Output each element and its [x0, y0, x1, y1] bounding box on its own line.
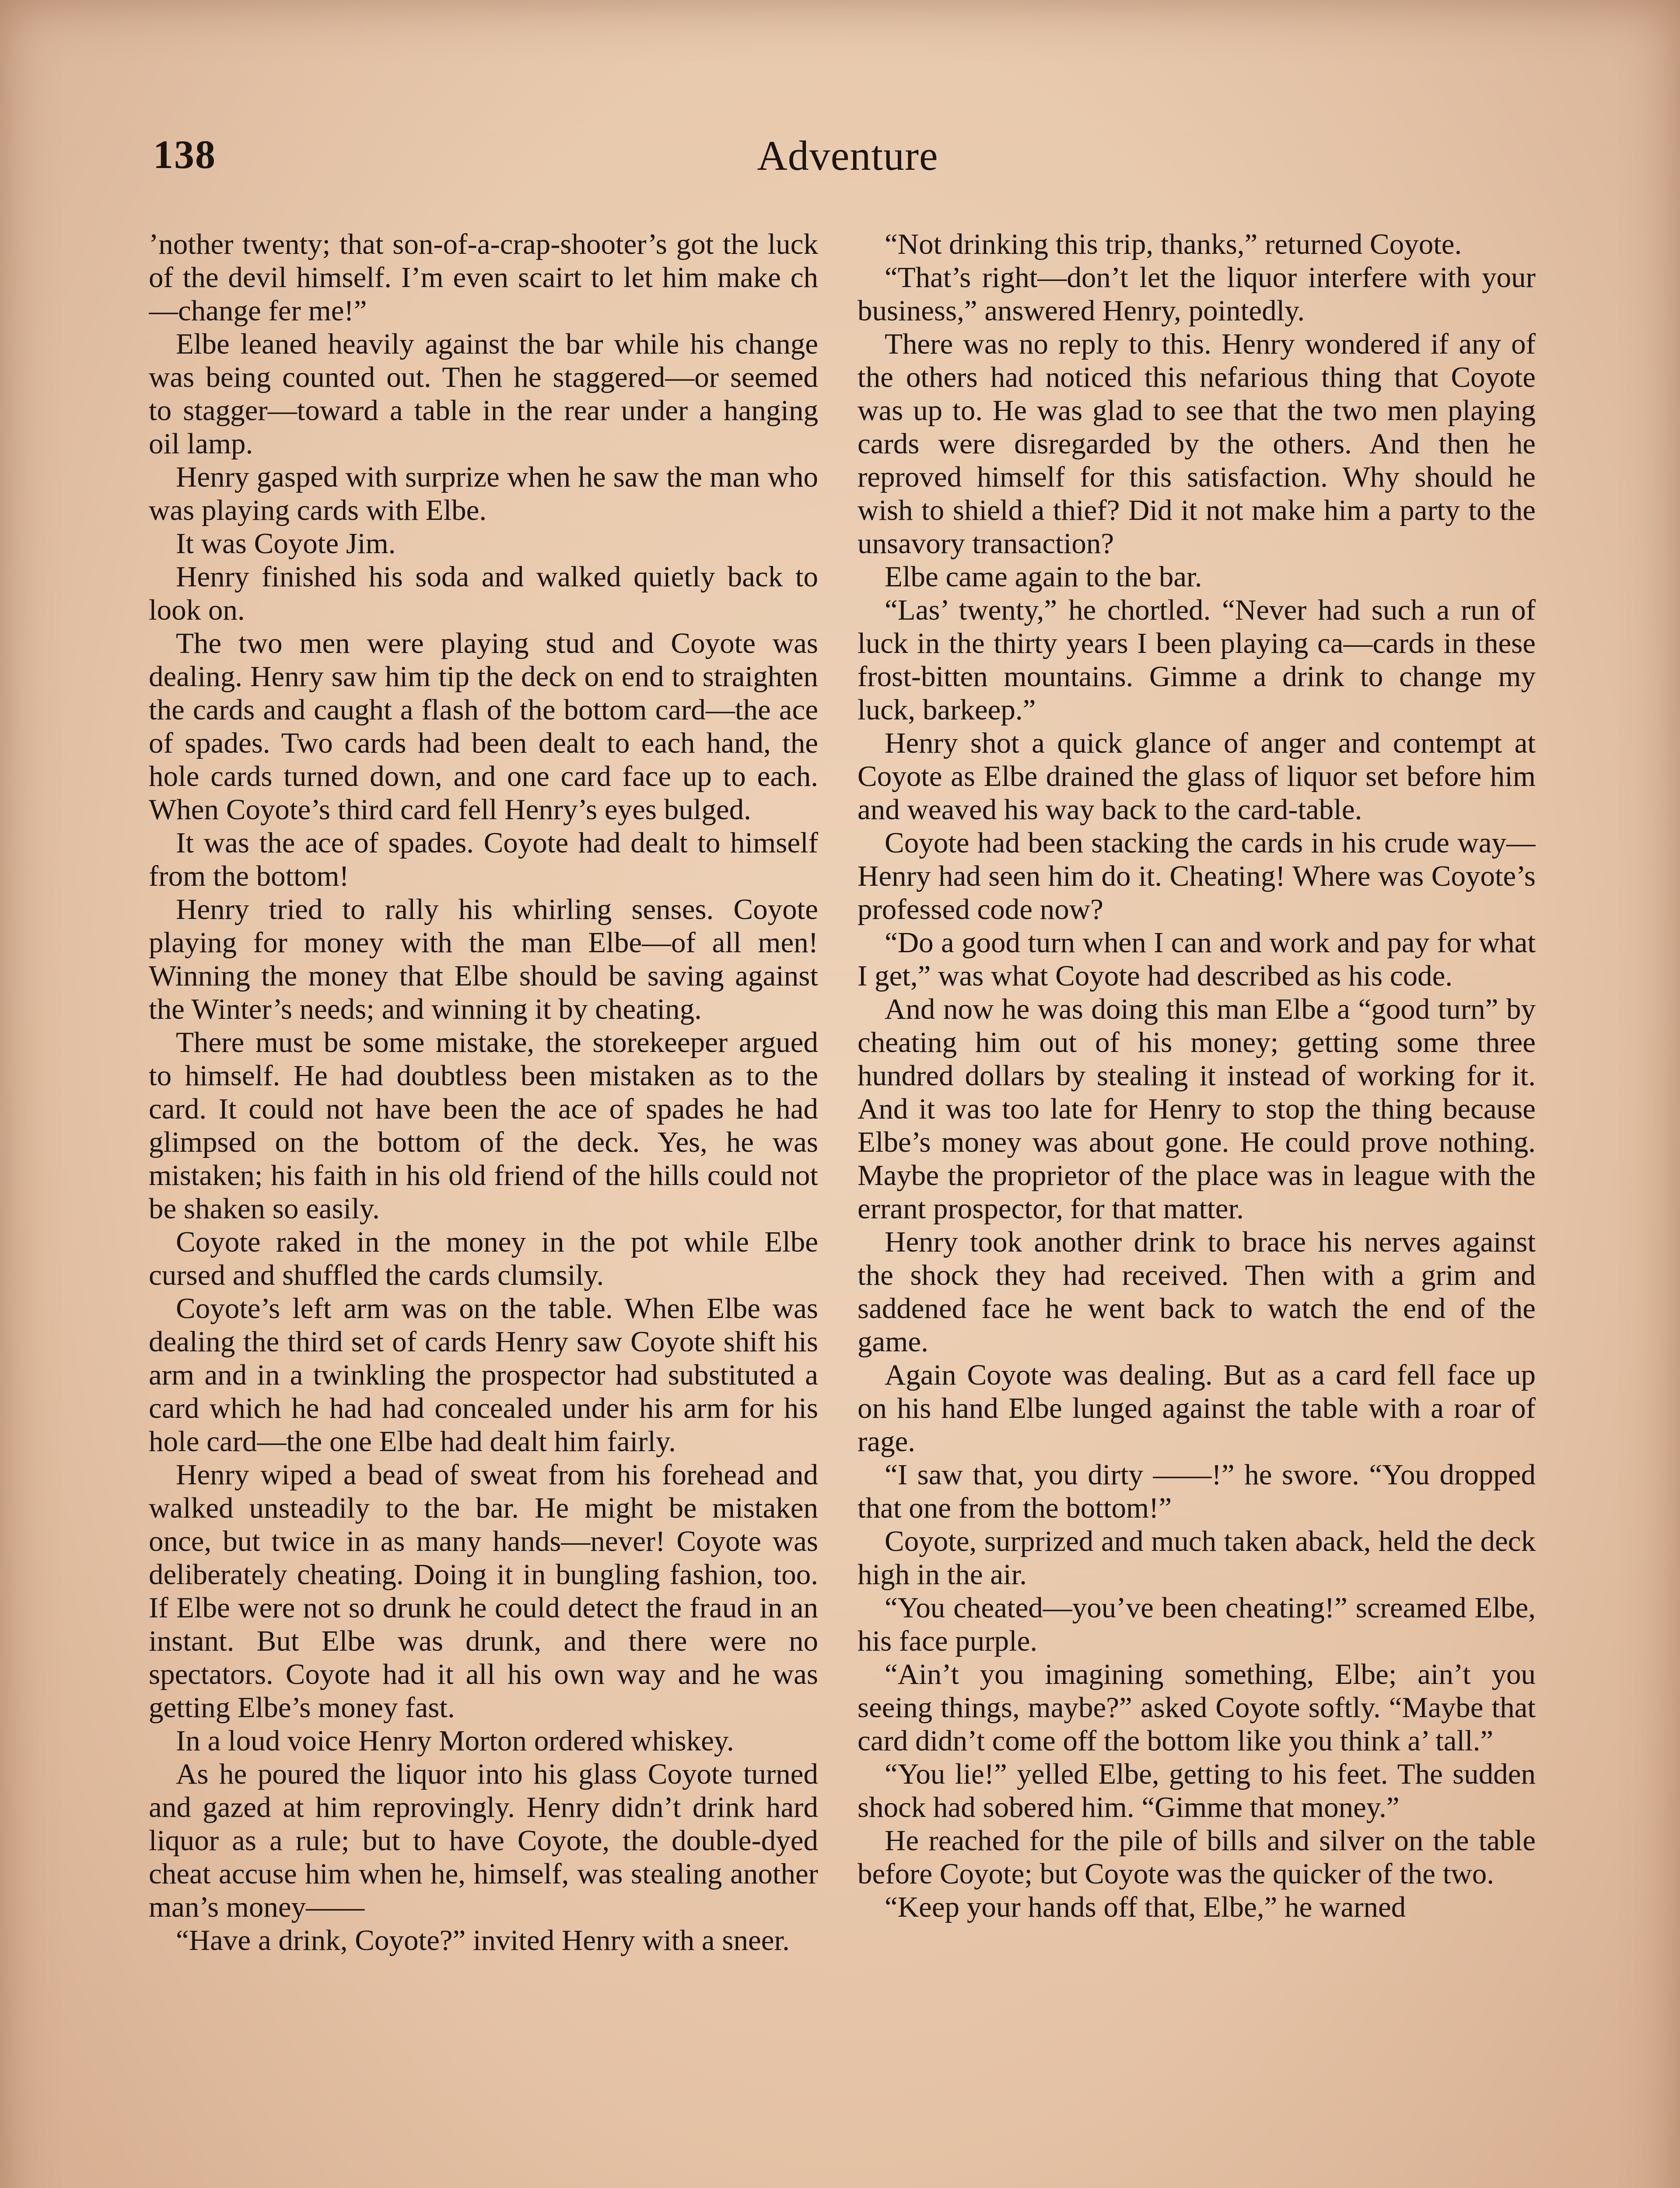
paragraph: And now he was doing this man Elbe a “good turn” by cheating him out of his money; getting some three hundred dollars by stealing it instead of working for it. And it was too late for Henry to stop the thing because Elbe’s money was about gone. He could prove nothing. Maybe the proprietor of the place was in league with the errant prospector, for that matter.	[858, 993, 1536, 1225]
paragraph: ’nother twenty; that son-of-a-crap-shooter’s got the luck of the devil himself. I’m even scairt to let him make ch—change fer me!”	[149, 228, 818, 327]
paragraph: Henry finished his soda and walked quietly back to look on.	[149, 561, 818, 626]
paragraph: Henry gasped with surprize when he saw the man who was playing cards with Elbe.	[149, 461, 818, 526]
paragraph: “You cheated—you’ve been cheating!” screamed Elbe, his face purple.	[858, 1592, 1536, 1657]
paragraph: In a loud voice Henry Morton ordered whiskey.	[176, 1725, 734, 1757]
magazine-title: Adventure	[757, 132, 938, 179]
page-header	[153, 131, 1542, 197]
paragraph: Coyote’s left arm was on the table. When Elbe was dealing the third set of cards Henry saw Coyote shift his arm and in a twinkling the prospector had substituted a card which he had had concealed under his arm for his hole card—the one Elbe had dealt him fairly.	[149, 1292, 818, 1458]
paragraph: Again Coyote was dealing. But as a card fell face up on his hand Elbe lunged against the table with a roar of rage.	[858, 1359, 1536, 1458]
paragraph: “Las’ twenty,” he chortled. “Never had such a run of luck in the thirty years I been playing ca—cards in these frost-bitten mountains. Gimme a drink to change my luck, barkeep.”	[858, 594, 1536, 726]
paragraph: “You lie!” yelled Elbe, getting to his feet. The sudden shock had sobered him. “Gimme that money.”	[858, 1758, 1536, 1823]
paragraph: Coyote raked in the money in the pot while Elbe cursed and shuffled the cards clumsily.	[149, 1226, 818, 1291]
paragraph: Elbe leaned heavily against the bar while his change was being counted out. Then he staggered—or seemed to stagger—toward a table in the rear under a hanging oil lamp.	[149, 328, 818, 460]
paragraph: Coyote, surprized and much taken aback, held the deck high in the air.	[858, 1525, 1536, 1591]
paragraph: “Not drinking this trip, thanks,” returned Coyote.	[885, 228, 1462, 260]
paragraph: There was no reply to this. Henry wondered if any of the others had noticed this nefarious thing that Coyote was up to. He was glad to see that the two men playing cards were disregarded by the others. And then he reproved himself for this satisfaction. Why should he wish to shield a thief? Did it not make him a party to the unsavory transaction?	[858, 328, 1536, 560]
text-column-right	[858, 228, 1536, 2188]
paragraph: He reached for the pile of bills and silver on the table before Coyote; but Coyote was the quicker of the two.	[858, 1824, 1536, 1890]
paragraph: “Keep your hands off that, Elbe,” he warned	[885, 1891, 1406, 1923]
paragraph: “Have a drink, Coyote?” invited Henry with a sneer.	[176, 1924, 790, 1957]
paragraph: Henry wiped a bead of sweat from his forehead and walked unsteadily to the bar. He might be mistaken once, but twice in as many hands—never! Coyote was deliberately cheating. Doing it in bungling fashion, too. If Elbe were not so drunk he could detect the fraud in an instant. But Elbe was drunk, and there were no spectators. Coyote had it all his own way and he was getting Elbe’s money fast.	[149, 1459, 818, 1724]
paragraph: There must be some mistake, the storekeeper argued to himself. He had doubtless been mistaken as to the card. It could not have been the ace of spades he had glimpsed on the bottom of the deck. Yes, he was mistaken; his faith in his old friend of the hills could not be shaken so easily.	[149, 1026, 818, 1225]
paragraph: It was the ace of spades. Coyote had dealt to himself from the bottom!	[149, 827, 818, 892]
paragraph: As he poured the liquor into his glass Coyote turned and gazed at him reprovingly. Henry didn’t drink hard liquor as a rule; but to have Coyote, the double-dyed cheat accuse him when he, himself, was stealing another man’s money——	[149, 1758, 818, 1923]
paragraph: Henry took another drink to brace his nerves against the shock they had received. Then with a grim and saddened face he went back to watch the end of the game.	[858, 1226, 1536, 1358]
text-column-left	[149, 228, 818, 2188]
paragraph: It was Coyote Jim.	[176, 527, 396, 560]
paragraph: “Do a good turn when I can and work and pay for what I get,” was what Coyote had described as his code.	[858, 926, 1536, 992]
paragraph: “I saw that, you dirty ——!” he swore. “You dropped that one from the bottom!”	[858, 1459, 1536, 1524]
paragraph: Elbe came again to the bar.	[885, 561, 1202, 593]
paragraph: “That’s right—don’t let the liquor interfere with your business,” answered Henry, pointedly.	[858, 261, 1536, 327]
paragraph: Henry shot a quick glance of anger and contempt at Coyote as Elbe drained the glass of liquor set before him and weaved his way back to the card-table.	[858, 727, 1536, 826]
paragraph: “Ain’t you imagining something, Elbe; ain’t you seeing things, maybe?” asked Coyote softly. “Maybe that card didn’t come off the bottom like you think a’ tall.”	[858, 1658, 1536, 1757]
page-number: 138	[153, 132, 216, 177]
paragraph: Henry tried to rally his whirling senses. Coyote playing for money with the man Elbe—of all men! Winning the money that Elbe should be saving against the Winter’s needs; and winning it by cheating.	[149, 893, 818, 1025]
paragraph: The two men were playing stud and Coyote was dealing. Henry saw him tip the deck on end to straighten the cards and caught a flash of the bottom card—the ace of spades. Two cards had been dealt to each hand, the hole cards turned down, and one card face up to each. When Coyote’s third card fell Henry’s eyes bulged.	[149, 627, 818, 826]
paragraph: Coyote had been stacking the cards in his crude way—Henry had seen him do it. Cheating! Where was Coyote’s professed code now?	[858, 827, 1536, 926]
